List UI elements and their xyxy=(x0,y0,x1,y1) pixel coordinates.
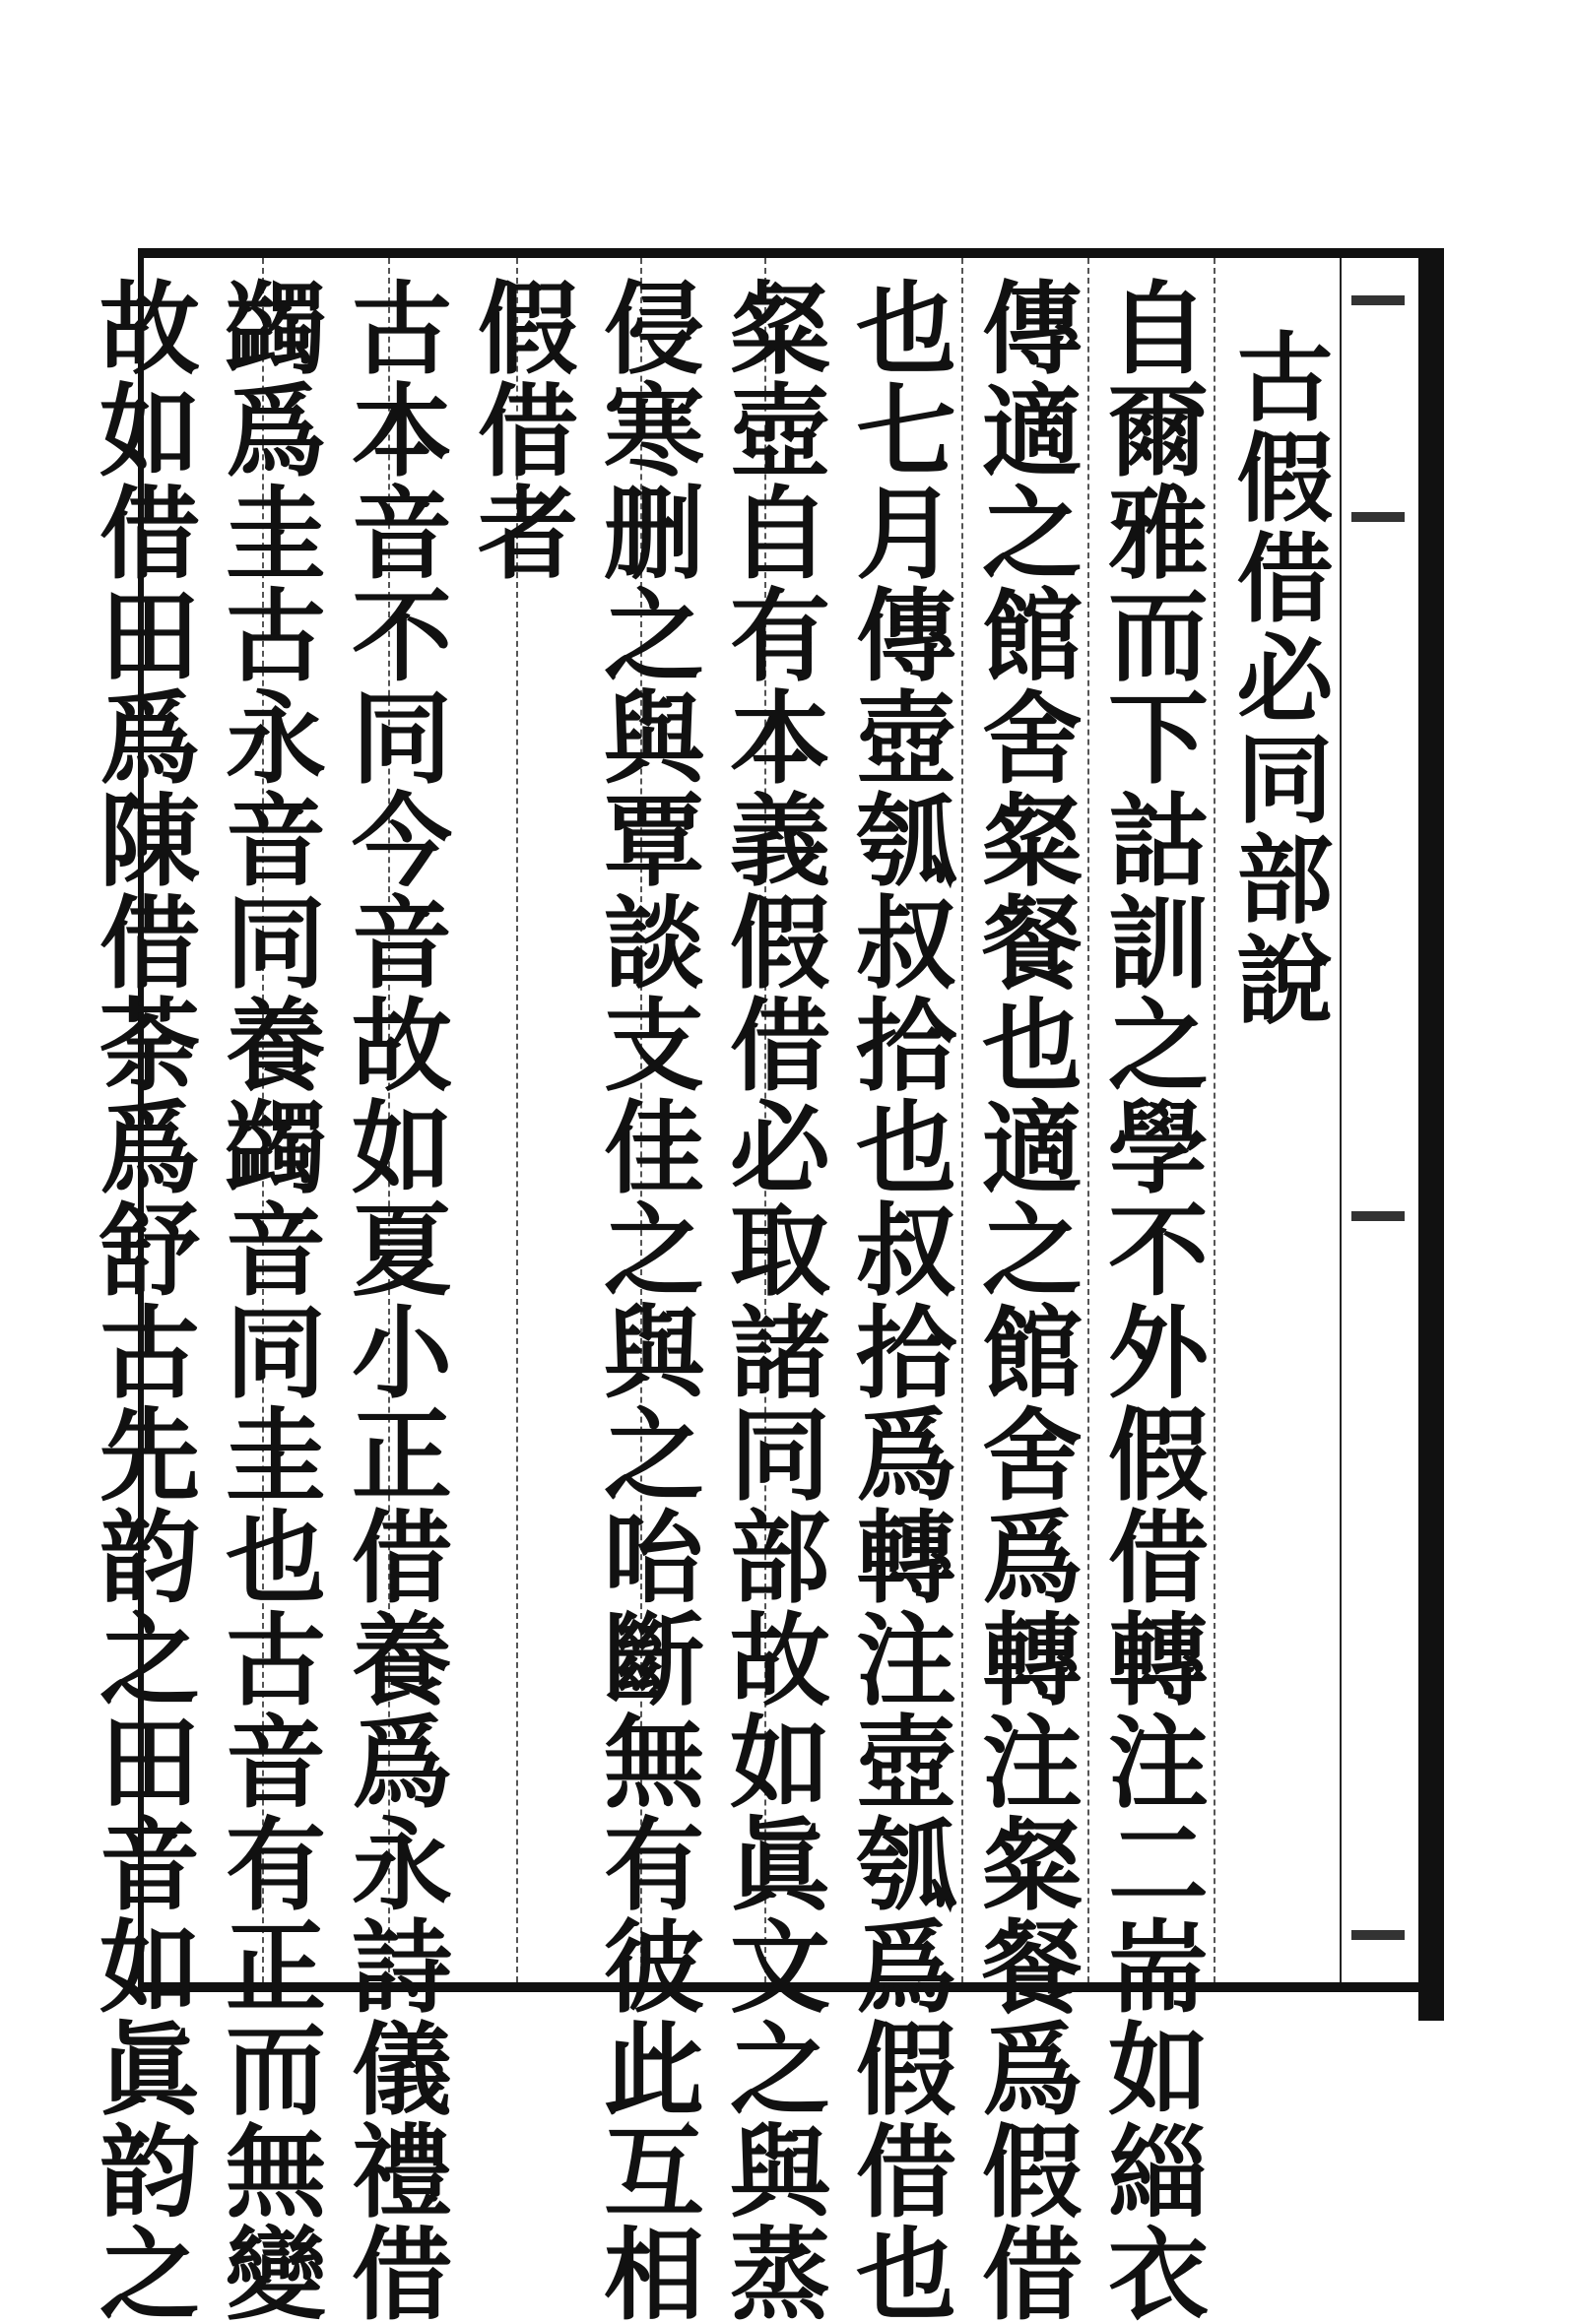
text-column-9 xyxy=(79,258,205,2324)
column-text: 故如借田爲陳借荼爲舒古先韵之田音如眞韵之 xyxy=(83,276,201,2324)
text-column-6 xyxy=(457,258,583,1982)
centerfold-mark xyxy=(1351,1930,1405,1940)
centerfold-mark xyxy=(1351,1211,1405,1221)
title-column xyxy=(1214,258,1340,1982)
column-text: 也七月傳壺瓠叔拾也叔拾爲轉注壺瓠爲假借也 xyxy=(839,276,957,2324)
column-text: 古本音不同今音故如夏小正借養爲永詩儀禮借 xyxy=(335,276,453,2324)
page-title: 古假借必同部說 xyxy=(1220,327,1334,1030)
column-text: 侵寒删之與覃談支佳之與之咍斷無有彼此互相 xyxy=(587,276,705,2324)
text-column-2 xyxy=(961,258,1087,2324)
column-text: 傳適之館舍粲餐也適之館舍爲轉注粲餐爲假借 xyxy=(965,276,1084,2324)
frame-right-border xyxy=(1418,248,1444,2021)
text-column-5 xyxy=(583,258,709,2324)
column-text: 假借者 xyxy=(461,276,579,583)
column-text: 粲壺自有本義假借必取諸同部故如眞文之與蒸 xyxy=(713,276,831,2324)
column-text: 蠲爲圭古永音同養蠲音同圭也古音有正而無變 xyxy=(209,276,327,2324)
text-column-3 xyxy=(835,258,961,2324)
text-column-1 xyxy=(1087,258,1214,2324)
text-column-7 xyxy=(331,258,457,2324)
frame-top-border xyxy=(138,248,1443,258)
text-column-4 xyxy=(709,258,835,2324)
centerfold-mark xyxy=(1351,295,1405,305)
centerfold-mark xyxy=(1351,512,1405,522)
text-column-8 xyxy=(205,258,331,2324)
column-text: 自爾雅而下詁訓之學不外假借轉注二耑如緇衣 xyxy=(1091,276,1210,2324)
